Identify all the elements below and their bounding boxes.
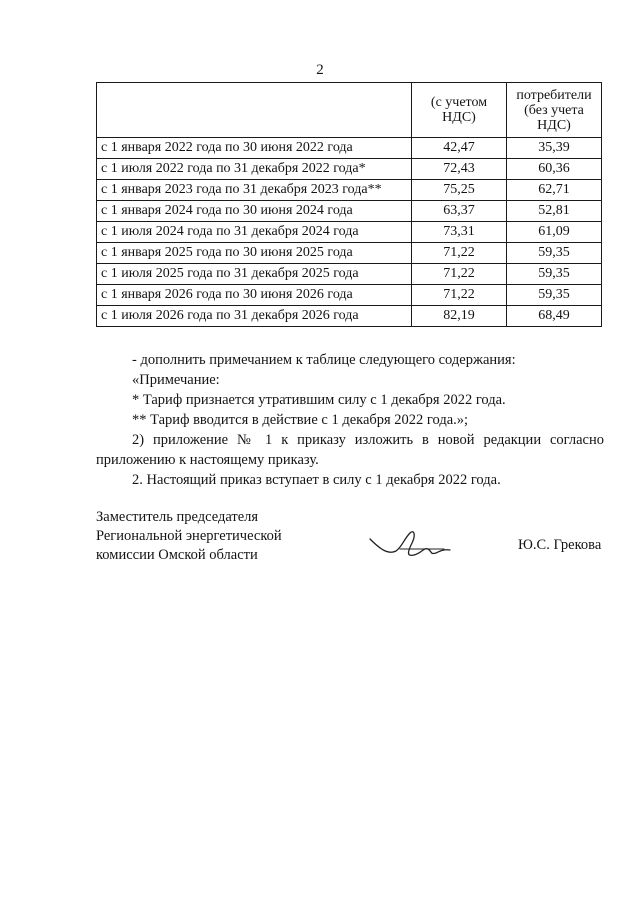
table-row — [97, 264, 602, 285]
table-row — [97, 201, 602, 222]
period-cell: с 1 января 2026 года по 30 июня 2026 года — [97, 285, 412, 306]
value-with-vat-cell: 71,22 — [412, 264, 507, 285]
item-two: 2) приложение № 1 к приказу изложить в новой редакции согласно приложению к настоящему приказу. — [96, 432, 604, 468]
value-without-vat-cell: 61,09 — [507, 222, 602, 243]
value-without-vat-cell: 62,71 — [507, 180, 602, 201]
value-without-vat-cell: 59,35 — [507, 264, 602, 285]
value-without-vat-cell: 59,35 — [507, 243, 602, 264]
position-line: Региональной энергетической — [96, 528, 282, 544]
value-without-vat-cell: 52,81 — [507, 201, 602, 222]
value-with-vat-cell: 42,47 — [412, 138, 507, 159]
position-line: комиссии Омской области — [96, 547, 258, 563]
header-cell-period — [97, 83, 412, 138]
period-cell: с 1 июля 2022 года по 31 декабря 2022 года* — [97, 159, 412, 180]
table-row — [97, 138, 602, 159]
notes-intro: - дополнить примечанием к таблице следующего содержания: — [132, 352, 516, 368]
note-one: * Тариф признается утратившим силу с 1 декабря 2022 года. — [132, 392, 506, 408]
period-cell: с 1 января 2023 года по 31 декабря 2023 года** — [97, 180, 412, 201]
value-without-vat-cell: 68,49 — [507, 306, 602, 327]
table-row — [97, 159, 602, 180]
value-with-vat-cell: 82,19 — [412, 306, 507, 327]
note-two: ** Тариф вводится в действие с 1 декабря 2022 года.»; — [132, 412, 469, 428]
period-cell: с 1 января 2024 года по 30 июня 2024 года — [97, 201, 412, 222]
value-with-vat-cell: 73,31 — [412, 222, 507, 243]
value-without-vat-cell: 35,39 — [507, 138, 602, 159]
period-cell: с 1 июля 2026 года по 31 декабря 2026 года — [97, 306, 412, 327]
position-line: Заместитель председателя — [96, 509, 259, 525]
period-cell: с 1 января 2025 года по 30 июня 2025 года — [97, 243, 412, 264]
final-clause: 2. Настоящий приказ вступает в силу с 1 декабря 2022 года. — [132, 472, 501, 488]
table-row — [97, 180, 602, 201]
header-cell-without-vat: потребители (без учета НДС) — [507, 83, 602, 138]
table-row — [97, 243, 602, 264]
notes-heading: «Примечание: — [132, 372, 220, 388]
value-with-vat-cell: 71,22 — [412, 243, 507, 264]
table-row — [97, 222, 602, 243]
value-without-vat-cell: 60,36 — [507, 159, 602, 180]
table-header-row — [97, 83, 602, 138]
handwritten-signature — [366, 525, 466, 565]
period-cell: с 1 июля 2024 года по 31 декабря 2024 года — [97, 222, 412, 243]
signatory-name: Ю.С. Грекова — [518, 537, 602, 553]
notes-block — [96, 350, 604, 490]
period-cell: с 1 июля 2025 года по 31 декабря 2025 года — [97, 264, 412, 285]
page-number: 2 — [316, 62, 324, 78]
value-without-vat-cell: 59,35 — [507, 285, 602, 306]
table-row — [97, 285, 602, 306]
value-with-vat-cell: 75,25 — [412, 180, 507, 201]
period-cell: с 1 января 2022 года по 30 июня 2022 года — [97, 138, 412, 159]
header-cell-with-vat: (с учетом НДС) — [412, 83, 507, 138]
table-row — [97, 306, 602, 327]
value-with-vat-cell: 72,43 — [412, 159, 507, 180]
value-with-vat-cell: 63,37 — [412, 201, 507, 222]
tariff-table — [96, 82, 602, 327]
value-with-vat-cell: 71,22 — [412, 285, 507, 306]
signatory-position — [96, 508, 282, 565]
